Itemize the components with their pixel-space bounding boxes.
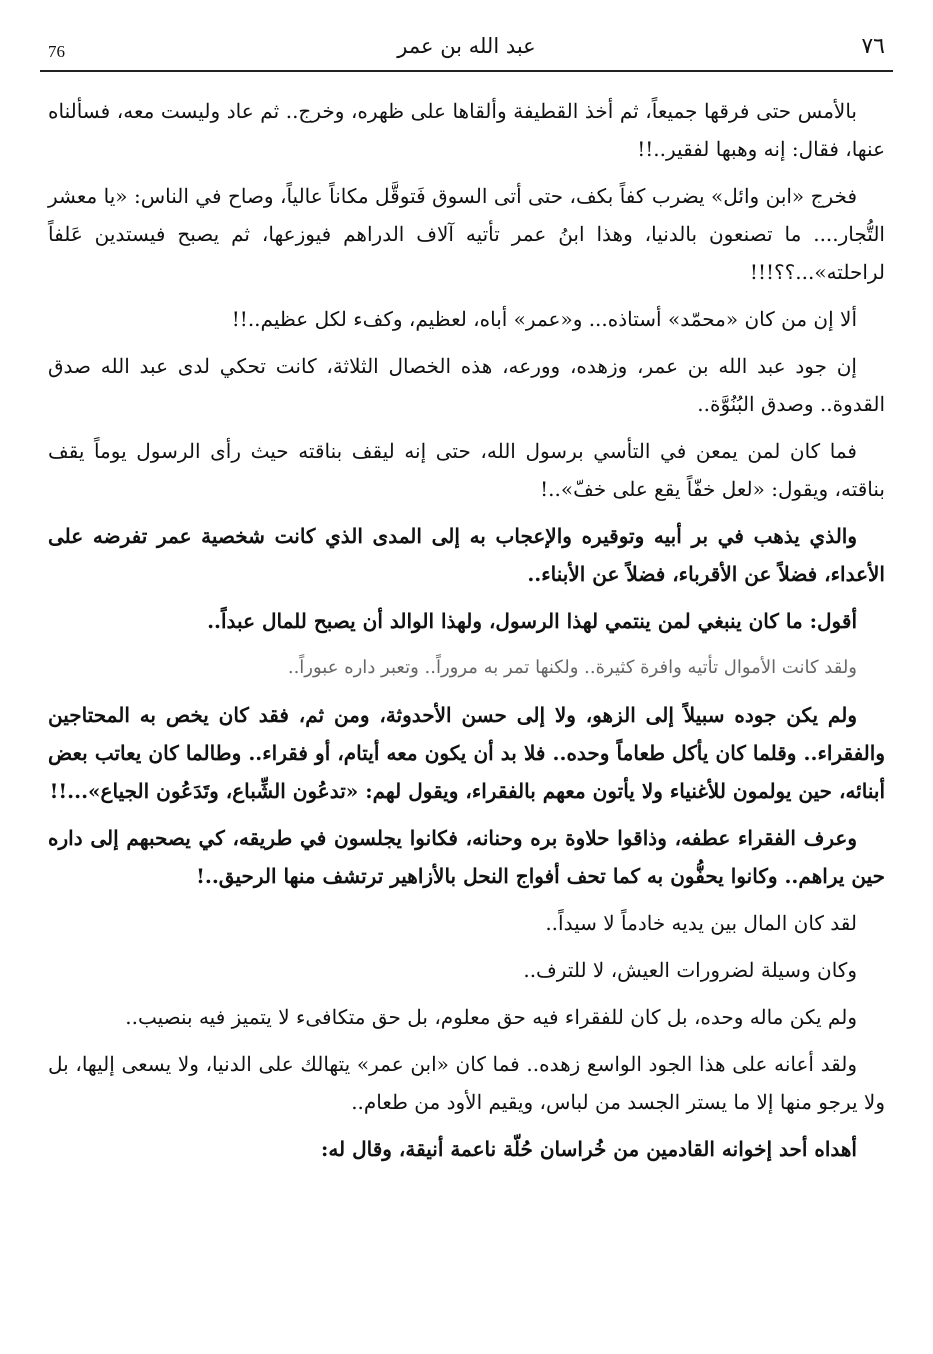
paragraph-12: وكان وسيلة لضرورات العيش، لا للترف.. [523, 958, 857, 982]
paragraph-10: وعرف الفقراء عطفه، وذاقوا حلاوة بره وحنانه، فكانوا يجلسون في طريقه، كي يصحبهم إلى داره حين يراهم.. وكانوا يحفُّون به كما تحف أفواج النحل بالأزاهير ترتشف منها الرحيق..! [48, 826, 885, 888]
paragraph-4: إن جود عبد الله بن عمر، وزهده، وورعه، هذه الخصال الثلاثة، كانت تحكي لدى عبد الله صدق القدوة.. وصدق البُنُوَّة.. [48, 354, 885, 416]
paragraph-2: فخرج «ابن وائل» يضرب كفاً بكف، حتى أتى السوق فَتوقَّل مكاناً عالياً، وصاح في الناس: «يا معشر التُّجار.... ما تصنعون بالدنيا، وهذا ابنُ عمر تأتيه آلاف الدراهم فيوزعها، ثم يصبح فيستدين عَلفاً لراحلته»...؟؟!!! [48, 184, 885, 284]
running-title: عبد الله بن عمر [397, 34, 536, 58]
paragraph-13: ولم يكن ماله وحده، بل كان للفقراء فيه حق معلوم، بل حق متكافىء لا يتميز فيه بنصيب.. [125, 1005, 857, 1029]
paragraph-5: فما كان لمن يمعن في التأسي برسول الله، حتى إنه ليقف بناقته حيث رأى الرسول يوماً يقف بناقته، ويقول: «لعل خفّاً يقع على خفّ»..! [48, 439, 885, 501]
paragraph-14: ولقد أعانه على هذا الجود الواسع زهده.. فما كان «ابن عمر» يتهالك على الدنيا، ولا يسعى إليها، بل ولا يرجو منها إلا ما يستر الجسد من لباس، ويقيم الأود من طعام.. [48, 1052, 885, 1114]
page-number-arabic: ٧٦ [861, 34, 885, 59]
page-number-latin: 76 [48, 42, 65, 61]
paragraph-8: ولقد كانت الأموال تأتيه وافرة كثيرة.. ولكنها تمر به مروراً.. وتعبر داره عبوراً.. [287, 657, 857, 678]
paragraph-9: ولم يكن جوده سبيلاً إلى الزهو، ولا إلى حسن الأحدوثة، ومن ثم، فقد كان يخص به المحتاجين والفقراء.. وقلما كان يأكل طعاماً وحده.. فلا بد أن يكون معه أيتام، أو فقراء.. وطالما كان يعاتب بعض أبنائه، حين يولمون للأغنياء ولا يأتون معهم بالفقراء، ويقول لهم: «تدعُون الشِّباع، وتَدَعُون الجياع»...!! [48, 703, 885, 803]
paragraph-15: أهداه أحد إخوانه القادمين من خُراسان حُلّة ناعمة أنيقة، وقال له: [320, 1137, 857, 1161]
body-text [48, 92, 885, 1177]
paragraph-3: ألا إن من كان «محمّد» أستاذه... و«عمر» أباه، لعظيم، وكفء لكل عظيم..!! [231, 307, 857, 331]
paragraph-7: أقول: ما كان ينبغي لمن ينتمي لهذا الرسول، ولهذا الوالد أن يصبح للمال عبداً.. [207, 609, 857, 633]
paragraph-11: لقد كان المال بين يديه خادماً لا سيداً.. [545, 911, 857, 935]
paragraph-1: بالأمس حتى فرقها جميعاً، ثم أخذ القطيفة وألقاها على ظهره، وخرج.. ثم عاد وليست معه، فسألناه عنها، فقال: إنه وهبها لفقير..!! [48, 99, 885, 161]
page-header [40, 30, 893, 72]
paragraph-6: والذي يذهب في بر أبيه وتوقيره والإعجاب به إلى المدى الذي كانت شخصية عمر تفرضه على الأعداء، فضلاً عن الأقرباء، فضلاً عن الأبناء.. [48, 524, 885, 586]
